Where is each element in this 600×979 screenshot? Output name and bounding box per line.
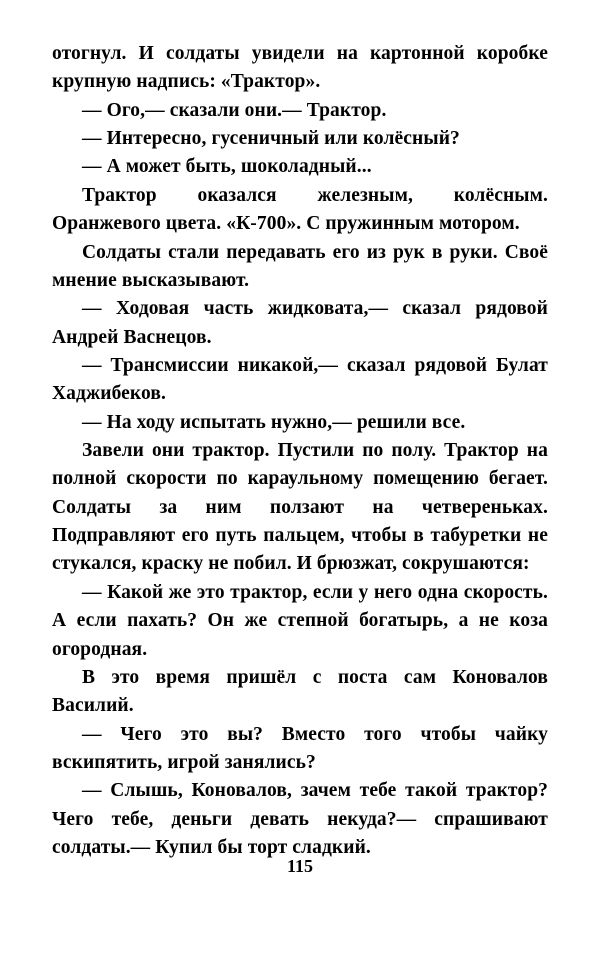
paragraph: — Какой же это трактор, если у него одна скорость. А если пахать? Он же степной богатырь, а не коза огородная. (52, 581, 548, 660)
paragraph: — Слышь, Коновалов, зачем тебе такой трактор? Чего тебе, деньги девать некуда?— спрашивают солдаты.— Купил бы торт сладкий. (52, 780, 548, 859)
paragraph: — Ого,— сказали они.— Трактор. (82, 99, 387, 121)
paragraph: — Трансмиссии никакой,— сказал рядовой Булат Хаджибеков. (52, 354, 548, 405)
page-number: 115 (286, 856, 313, 876)
paragraph: Завели они трактор. Пустили по полу. Трактор на полной скорости по караульному помещению бегает. Солдаты за ним ползают на четвереньках. Подправляют его путь пальцем, чтобы в табуретки не стукался, краску не побил. И брюзжат, сокрушаются: (52, 440, 548, 575)
paragraph: В это время пришёл с поста сам Коновалов Василий. (52, 666, 548, 717)
paragraph: Трактор оказался железным, колёсным. Оранжевого цвета. «К-700». С пружинным мотором. (52, 184, 548, 235)
paragraph: — На ходу испытать нужно,— решили все. (82, 411, 466, 433)
paragraph: — А может быть, шоколадный... (82, 156, 372, 178)
paragraph: Солдаты стали передавать его из рук в руки. Своё мнение высказывают. (52, 241, 548, 291)
paragraph: отогнул. И солдаты увидели на картонной коробке крупную надпись: «Трактор». (52, 43, 548, 93)
paragraph: — Интересно, гусеничный или колёсный? (82, 128, 460, 150)
page-text-block (52, 40, 548, 862)
paragraph: — Чего это вы? Вместо того чтобы чайку вскипятить, игрой занялись? (52, 723, 548, 773)
paragraph: — Ходовая часть жидковата,— сказал рядовой Андрей Васнецов. (52, 298, 548, 348)
